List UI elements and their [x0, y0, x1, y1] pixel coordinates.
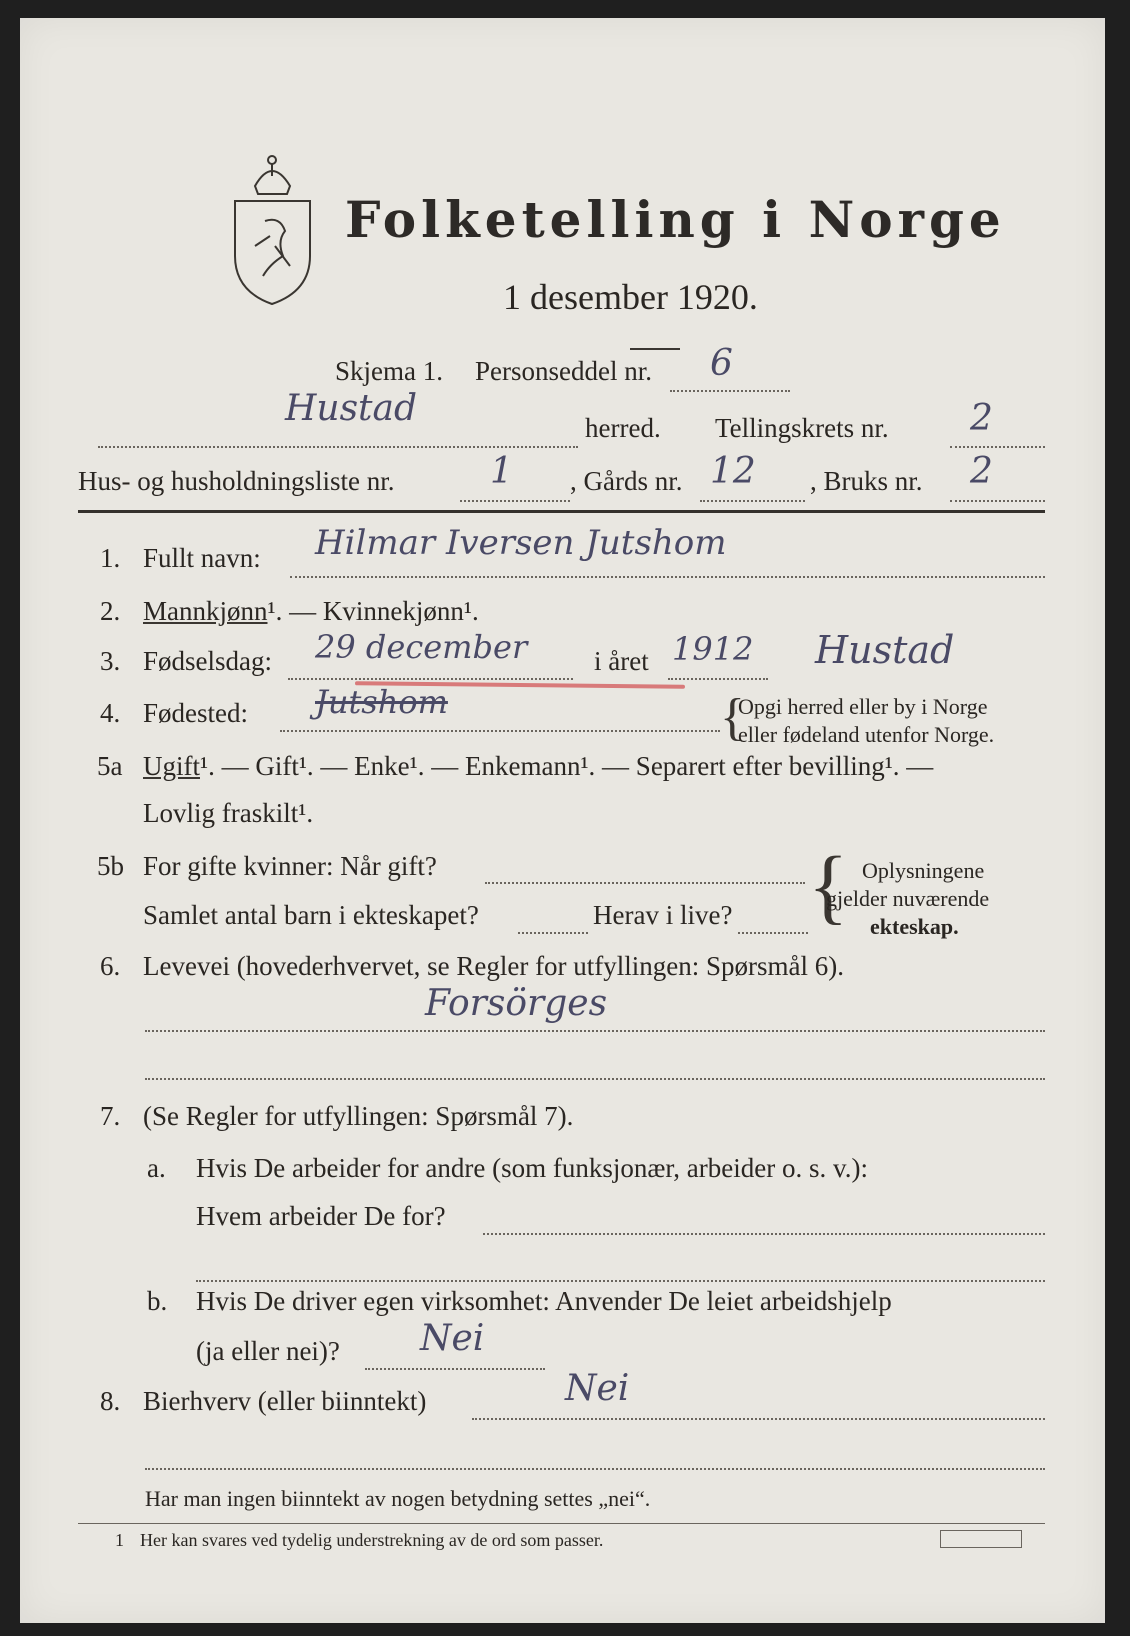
q3-day-line — [288, 678, 573, 680]
q5a-option-ugift[interactable]: Ugift — [143, 751, 200, 781]
husliste-value[interactable]: 1 — [490, 451, 513, 492]
q3-day-value[interactable]: 29 december — [315, 628, 528, 666]
personseddel-label: Personseddel nr. — [475, 356, 652, 386]
q5b-children-line — [518, 932, 588, 934]
q5b-alive-line — [738, 932, 808, 934]
q5b-number: 5b — [97, 851, 124, 881]
herred-value[interactable]: Hustad — [285, 388, 418, 429]
q5a-number: 5a — [97, 751, 123, 781]
q2-option-mann[interactable]: Mannkjønn — [143, 596, 268, 626]
q1-label: Fullt navn: — [143, 543, 261, 573]
husliste-line — [460, 500, 570, 502]
q7b-label2: (ja eller nei)? — [196, 1336, 340, 1366]
q6-value[interactable]: Forsörges — [425, 983, 608, 1024]
q7b-line — [365, 1368, 545, 1370]
bruks-label: , Bruks nr. — [810, 466, 923, 496]
q7-label: (Se Regler for utfyllingen: Spørsmål 7). — [143, 1101, 574, 1131]
q7a-label2: Hvem arbeider De for? — [196, 1201, 446, 1231]
title-divider — [630, 348, 680, 350]
q8-line1 — [472, 1418, 1045, 1420]
q5b-brace: { — [808, 840, 849, 933]
gards-label: , Gårds nr. — [570, 466, 683, 496]
q5b-label3: Herav i live? — [593, 900, 733, 930]
q2-number: 2. — [100, 596, 121, 626]
q7b-value[interactable]: Nei — [420, 1318, 485, 1359]
q4-note-line2: eller fødeland utenfor Norge. — [738, 722, 995, 747]
q8-label: Bierhverv (eller biinntekt) — [143, 1386, 427, 1416]
bruks-line — [950, 500, 1045, 502]
gards-value[interactable]: 12 — [710, 451, 756, 492]
q3-year-line — [668, 678, 768, 680]
norway-coat-of-arms-icon — [225, 146, 320, 306]
q5b-note-line2: gjelder nuværende — [826, 886, 990, 911]
q6-line1 — [145, 1030, 1045, 1032]
census-date: 1 desember 1920. — [503, 277, 758, 317]
q3-number: 3. — [100, 646, 121, 676]
q4-number: 4. — [100, 698, 121, 728]
q7b-label1: Hvis De driver egen virksomhet: Anvender De leiet arbeidshjelp — [196, 1286, 892, 1316]
bruks-value[interactable]: 2 — [970, 451, 993, 492]
herred-line — [98, 446, 578, 448]
header-rule — [78, 510, 1045, 513]
gards-line — [700, 500, 805, 502]
tellingskrets-label: Tellingskrets nr. — [715, 413, 889, 443]
q8-line2 — [145, 1468, 1045, 1470]
q5b-label2: Samlet antal barn i ekteskapet? — [143, 900, 479, 930]
q6-label: Levevei (hovederhvervet, se Regler for utfyllingen: Spørsmål 6). — [143, 951, 845, 981]
q5b-when-line — [485, 882, 805, 884]
census-form — [20, 18, 1105, 1623]
q2-options: Mannkjønn¹. — Kvinnekjønn¹. — [143, 596, 479, 626]
q4-brace: { — [720, 689, 745, 746]
q4-note-line1: Opgi herred eller by i Norge — [738, 694, 988, 719]
q5b-label1: For gifte kvinner: Når gift? — [143, 851, 437, 881]
footnote-text: Her kan svares ved tydelig understrekning av de ord som passer. — [140, 1530, 604, 1550]
q7a-label1: Hvis De arbeider for andre (som funksjonær, arbeider o. s. v.): — [196, 1153, 868, 1183]
q6-number: 6. — [100, 951, 121, 981]
footnote-number: 1 — [115, 1530, 124, 1550]
q7a-line2 — [196, 1280, 1045, 1282]
q3-label: Fødselsdag: — [143, 646, 273, 676]
personseddel-line — [670, 390, 790, 392]
q5b-note-line3: ekteskap. — [870, 914, 959, 939]
q5a-options: Ugift¹. — Gift¹. — Enke¹. — Enkemann¹. — Separert efter bevilling¹. — — [143, 751, 934, 781]
q3-year-label: i året — [594, 646, 649, 676]
q8-value[interactable]: Nei — [565, 1368, 630, 1409]
q2-option-kvinne[interactable]: Kvinnekjønn¹. — [322, 596, 479, 626]
herred-label: herred. — [585, 413, 661, 443]
footer-note: Har man ingen biinntekt av nogen betydning settes „nei“. — [145, 1486, 651, 1511]
form-title: Folketelling i Norge — [345, 190, 1006, 249]
husliste-label: Hus- og husholdningsliste nr. — [78, 466, 395, 496]
tellingskrets-line — [950, 446, 1045, 448]
q4-value[interactable]: Jutshom — [315, 683, 448, 721]
q1-line — [290, 576, 1045, 578]
footer-rule — [78, 1523, 1045, 1524]
tellingskrets-value[interactable]: 2 — [970, 398, 993, 439]
q4-label: Fødested: — [143, 698, 248, 728]
q7b-number: b. — [147, 1286, 168, 1316]
q1-value[interactable]: Hilmar Iversen Jutshom — [315, 523, 727, 563]
q8-number: 8. — [100, 1386, 121, 1416]
q6-line2 — [145, 1078, 1045, 1080]
q5a-line2[interactable]: Lovlig fraskilt¹. — [143, 798, 314, 828]
personseddel-value[interactable]: 6 — [710, 343, 733, 384]
q7a-line1 — [483, 1233, 1045, 1235]
q4-line — [280, 730, 720, 732]
q7a-number: a. — [147, 1153, 166, 1183]
q1-number: 1. — [100, 543, 121, 573]
printer-mark — [940, 1530, 1022, 1548]
q5b-note-line1: Oplysningene — [862, 858, 985, 883]
q3-year-value[interactable]: 1912 — [672, 630, 754, 668]
q7-number: 7. — [100, 1101, 121, 1131]
q3-margin-note: Hustad — [815, 628, 955, 672]
schema-label: Skjema 1. — [335, 356, 443, 386]
